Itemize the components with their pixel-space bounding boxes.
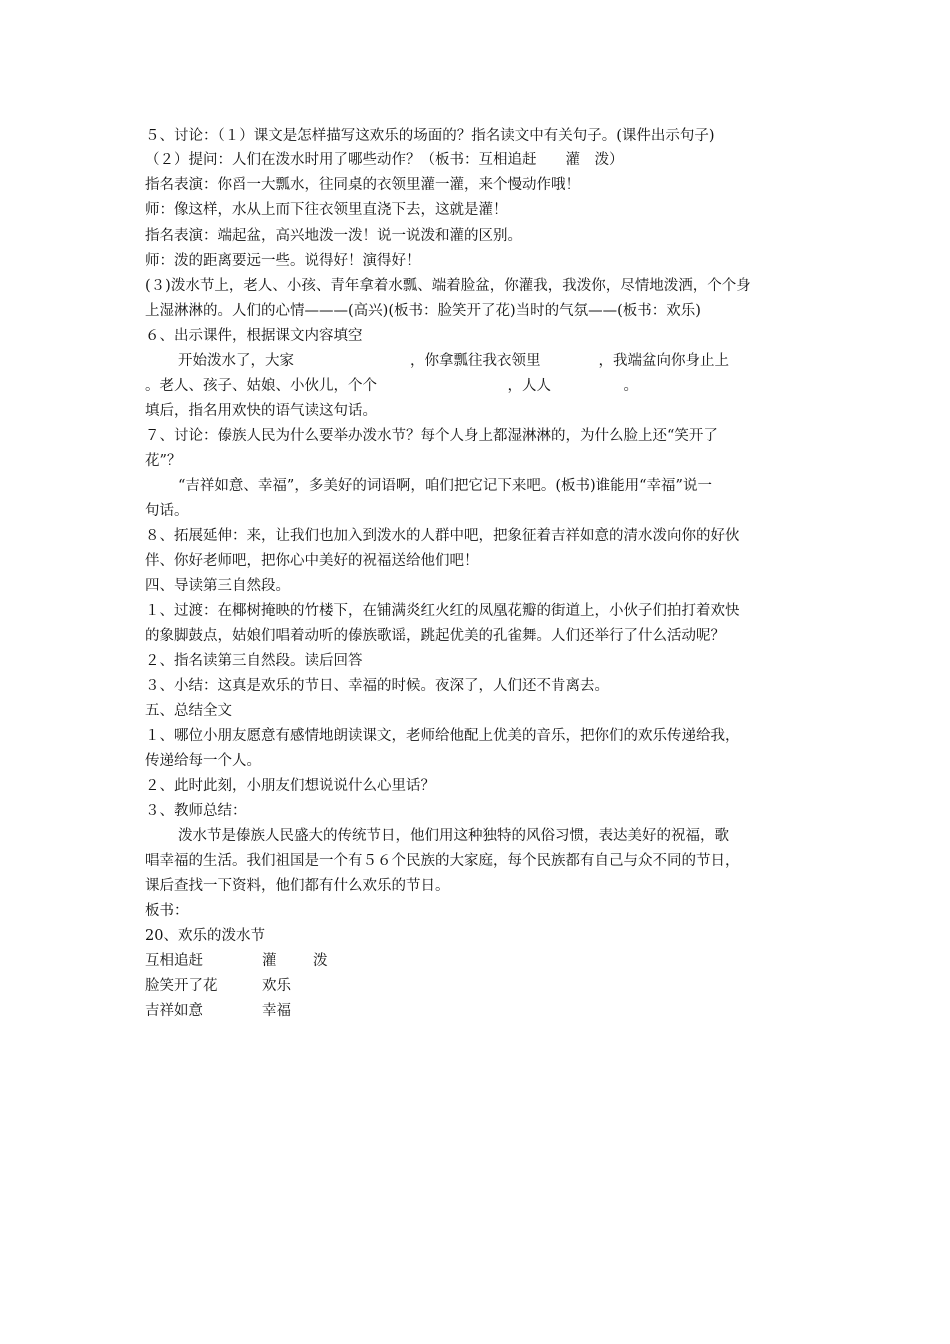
board-cell: 互相追赶: [145, 953, 203, 969]
text-line: ６、出示课件，根据课文内容填空: [145, 328, 363, 344]
text-line: 泼水节是傣族人民盛大的传统节日，他们用这种独特的风俗习惯，表达美好的祝福，歌: [178, 828, 729, 844]
fill-blank-line: 开始泼水了，大家 ，你拿瓢往我衣领里 ，我端盆向你身止上: [178, 353, 729, 369]
text-line: ７、讨论：傣族人民为什么要举办泼水节？每个人身上都湿淋淋的，为什么脸上还“笑开了: [145, 428, 718, 444]
board-cell: 泼: [313, 953, 328, 969]
text-line: 伴、你好老师吧，把你心中美好的祝福送给他们吧！: [145, 553, 479, 569]
text-line: 的象脚鼓点，姑娘们唱着动听的傣族歌谣，跳起优美的孔雀舞。人们还举行了什么活动呢？: [145, 628, 725, 644]
fill-blank-line: 。老人、孩子、姑娘、小伙儿，个个 ，人人 。: [145, 378, 638, 394]
board-title: 20、欢乐的泼水节: [145, 928, 265, 944]
text-line: （２）提问：人们在泼水时用了哪些动作？（板书：互相追赶 灌 泼）: [145, 152, 624, 168]
text-line: １、哪位小朋友愿意有感情地朗读课文，老师给他配上优美的音乐，把你们的欢乐传递给我，: [145, 728, 740, 744]
board-cell: 幸福: [262, 1003, 291, 1019]
board-cell: 吉祥如意: [145, 1003, 203, 1019]
board-label: 板书：: [145, 903, 189, 919]
text-line: ２、此时此刻，小朋友们想说说什么心里话？: [145, 778, 435, 794]
text-line: 师：泼的距离要远一些。说得好！演得好！: [145, 253, 421, 269]
board-cell: 脸笑开了花: [145, 978, 218, 994]
text-line: 指名表演：你舀一大瓢水，往同桌的衣领里灌一灌，来个慢动作哦！: [145, 177, 580, 193]
text-line: 填后，指名用欢快的语气读这句话。: [145, 403, 377, 419]
text-line: 师：像这样，水从上而下往衣领里直浇下去，这就是灌！: [145, 202, 508, 218]
text-line: ３、小结：这真是欢乐的节日、幸福的时候。夜深了，人们还不肯离去。: [145, 678, 609, 694]
text-line: 课后查找一下资料，他们都有什么欢乐的节日。: [145, 878, 450, 894]
text-line: ３、教师总结：: [145, 803, 247, 819]
text-line: 指名表演：端起盆，高兴地泼一泼！说一说泼和灌的区别。: [145, 228, 522, 244]
text-line: １、过渡：在椰树掩映的竹楼下，在铺满炎红火红的凤凰花瓣的街道上，小伙子们拍打着欢快: [145, 603, 740, 619]
board-cell: 灌: [262, 953, 277, 969]
text-line: 传递给每一个人。: [145, 753, 261, 769]
text-line: (３)泼水节上，老人、小孩、青年拿着水瓢、端着脸盆，你灌我，我泼你，尽情地泼洒，个个身: [145, 278, 751, 294]
text-line: ２、指名读第三自然段。读后回答: [145, 653, 363, 669]
text-line: 花”？: [145, 453, 182, 469]
text-line: 唱幸福的生活。我们祖国是一个有５６个民族的大家庭，每个民族都有自己与众不同的节日，: [145, 853, 740, 869]
text-line: 句话。: [145, 503, 189, 519]
section-heading: 四、导读第三自然段。: [145, 578, 290, 594]
text-line: ８、拓展延伸：来，让我们也加入到泼水的人群中吧，把象征着吉祥如意的清水泼向你的好伙: [145, 528, 740, 544]
text-line: ５、讨论：（１）课文是怎样描写这欢乐的场面的？指名读文中有关句子。(课件出示句子): [145, 128, 715, 144]
text-line: 上湿淋淋的。人们的心情———(高兴)(板书：脸笑开了花)当时的气氛——(板书：欢乐): [145, 303, 701, 319]
text-line: “吉祥如意、幸福”，多美好的词语啊，咱们把它记下来吧。(板书)谁能用“幸福”说一: [178, 478, 712, 494]
board-cell: 欢乐: [262, 978, 291, 994]
section-heading: 五、总结全文: [145, 703, 232, 719]
